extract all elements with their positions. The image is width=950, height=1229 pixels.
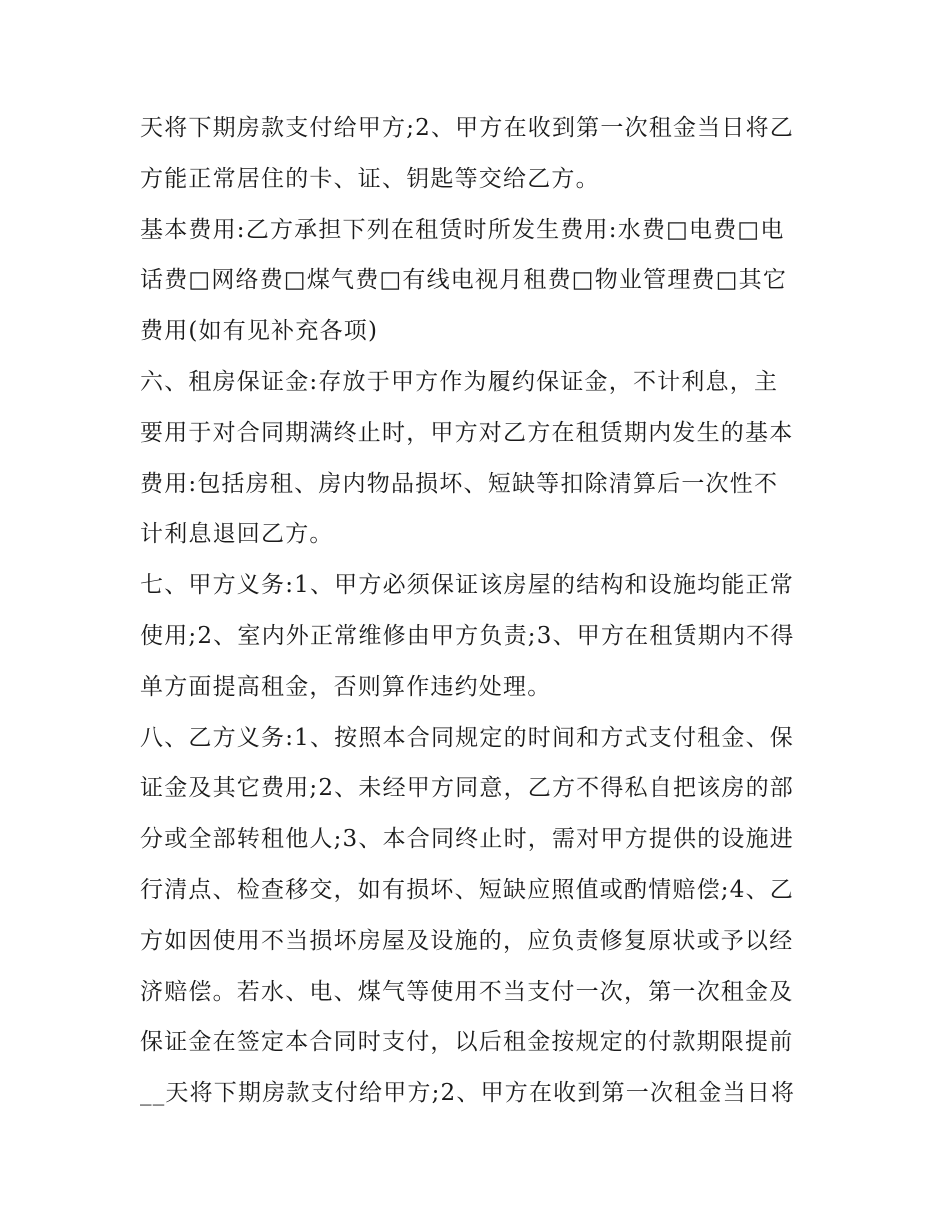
text-line: 保证金在签定本合同时支付，以后租金按规定的付款期限提前 (140, 1029, 794, 1056)
text-line: 天将下期房款支付给甲方;2、甲方在收到第一次租金当日将乙 (140, 115, 794, 141)
text-line: 六、租房保证金:存放于甲方作为履约保证金，不计利息，主 (140, 368, 779, 395)
text-line: 济赔偿。若水、电、煤气等使用不当支付一次，第一次租金及 (140, 978, 794, 1005)
text-line: 八、乙方义务:1、按照本合同规定的时间和方式支付租金、保 (140, 724, 794, 751)
text-line: 费用:包括房租、房内物品损坏、短缺等扣除清算后一次性不 (140, 470, 779, 497)
text-line: 行清点、检查移交，如有损坏、短缺应照值或酌情赔偿;4、乙 (140, 876, 794, 903)
text-line: 计利息退回乙方。 (140, 521, 334, 548)
text-line: 证金及其它费用;2、未经甲方同意，乙方不得私自把该房的部 (140, 775, 794, 802)
document-body (140, 103, 820, 1119)
text-line: 基本费用:乙方承担下列在租赁时所发生费用:水费□电费□电 (140, 216, 785, 243)
text-line: 要用于对合同期满终止时，甲方对乙方在租赁期内发生的基本 (140, 419, 794, 446)
text-line: 方能正常居住的卡、证、钥匙等交给乙方。 (140, 165, 600, 192)
text-line: __天将下期房款支付给甲方;2、甲方在收到第一次租金当日将 (140, 1080, 796, 1107)
text-line: 方如因使用不当损坏房屋及设施的，应负责修复原状或予以经 (140, 927, 794, 954)
text-line: 费用(如有见补充各项) (140, 318, 379, 345)
text-line: 使用;2、室内外正常维修由甲方负责;3、甲方在租赁期内不得 (140, 622, 795, 649)
text-line: 话费□网络费□煤气费□有线电视月租费□物业管理费□其它 (140, 267, 788, 294)
text-line: 单方面提高租金，否则算作违约处理。 (140, 673, 552, 700)
text-line: 七、甲方义务:1、甲方必须保证该房屋的结构和设施均能正常 (140, 572, 794, 599)
text-line: 分或全部转租他人;3、本合同终止时，需对甲方提供的设施进 (140, 826, 794, 853)
